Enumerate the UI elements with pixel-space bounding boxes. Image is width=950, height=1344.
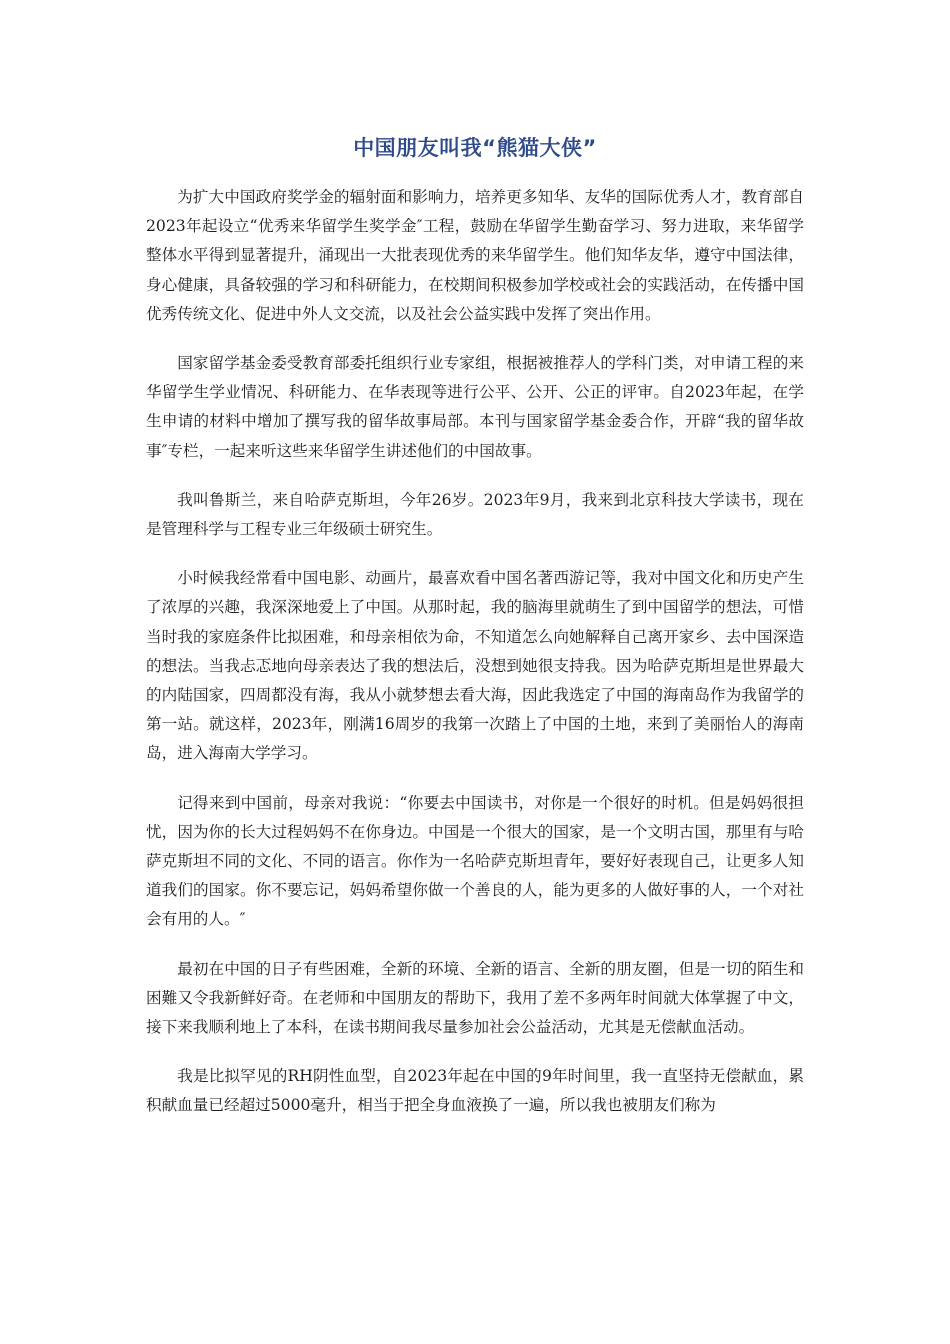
paragraph-blood-donation: 我是比拟罕见的RH阴性血型，自2023年起在中国的9年时间里，我一直坚持无偿献血，累积献血量已经超过5000毫升，相当于把全身血液换了一遍，所以我也被朋友们称为 (146, 1067, 804, 1115)
paragraph-childhood-dream: 小时候我经常看中国电影、动画片，最喜欢看中国名著西游记等，我对中国文化和历史产生了浓厚的兴趣，我深深地爱上了中国。从那时起，我的脑海里就萌生了到中国留学的想法，可惜当时我的家庭条件比拟困难，和母亲相依为命，不知道怎么向她解释自己离开家乡、去中国深造的想法。当我忐忑地向母亲表达了我的想法后，没想到她很支持我。因为哈萨克斯坦是世界最大的内陆国家，四周都没有海，我从小就梦想去看大海，因此我选定了中国的海南岛作为我留学的第一站。就这样，2023年，刚满16周岁的我第一次踏上了中国的土地，来到了美丽怡人的海南岛，进入海南大学学习。 (146, 569, 804, 763)
paragraph-mother-words: 记得来到中国前，母亲对我说：“你要去中国读书，对你是一个很好的时机。但是妈妈很担忧，因为你的长大过程妈妈不在你身边。中国是一个很大的国家，是一个文明古国，那里有与哈萨克斯坦不同的文化、不同的语言。你作为一名哈萨克斯坦青年，要好好表现自己，让更多人知道我们的国家。你不要忘记，妈妈希望你做一个善良的人，能为更多的人做好事的人，一个对社会有用的人。″ (146, 793, 804, 929)
paragraph-review-column: 国家留学基金委受教育部委托组织行业专家组，根据被推荐人的学科门类，对申请工程的来华留学生学业情况、科研能力、在华表现等进行公平、公开、公正的评审。自2023年起，在学生申请的材料中增加了撰写我的留华故事局部。本刊与国家留学基金委合作，开辟“我的留华故事″专栏，一起来听这些来华留学生讲述他们的中国故事。 (146, 354, 804, 460)
paragraph-self-introduction: 我叫鲁斯兰，来自哈萨克斯坦，今年26岁。2023年9月，我来到北京科技大学读书，现在是管理科学与工程专业三年级硕士研究生。 (146, 490, 804, 539)
article-body (146, 183, 804, 1141)
paragraph-intro-scholarship: 为扩大中国政府奖学金的辐射面和影响力，培养更多知华、友华的国际优秀人才，教育部自2023年起设立“优秀来华留学生奖学金″工程，鼓励在华留学生勤奋学习、努力进取，来华留学整体水平得到显著提升，涌现出一大批表现优秀的来华留学生。他们知华友华，遵守中国法律，身心健康，具备较强的学习和科研能力，在校期间积极参加学校或社会的实践活动，在传播中国优秀传统文化、促进中外人文交流，以及社会公益实践中发挥了突出作用。 (146, 188, 804, 323)
article-title: 中国朋友叫我“熊猫大侠” (353, 136, 597, 160)
paragraph-early-days: 最初在中国的日子有些困难，全新的环境、全新的语言、全新的朋友圈，但是一切的陌生和困難又令我新鲜好奇。在老师和中国朋友的帮助下，我用了差不多两年时间就大体掌握了中文，接下来我顺利地上了本科，在读书期间我尽量参加社会公益活动，尤其是无偿献血活动。 (146, 959, 804, 1037)
